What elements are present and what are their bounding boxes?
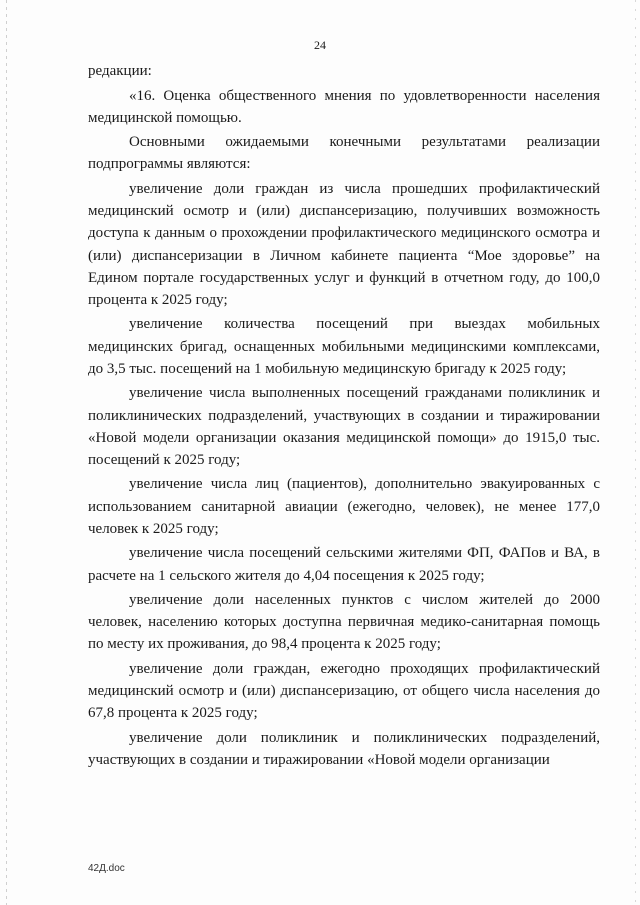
paragraph-result-mobile-brigades: увеличение количества посещений при выездах мобильных медицинских бригад, оснащенных мобильными медицинскими комплексами, до 3,5 тыс. посещений на 1 мобильную медицинскую бригаду к 2025 году; xyxy=(88,316,600,377)
footer-filename: 42Д.doc xyxy=(88,863,125,874)
page-number: 24 xyxy=(314,38,326,52)
paragraph-item-16: «16. Оценка общественного мнения по удовлетворенности населения медицинской помощью. xyxy=(88,87,600,126)
paragraph-result-clinics-share: увеличение доли поликлиник и поликлинических подразделений, участвующих в создании и тиражировании «Новой модели организации xyxy=(88,729,600,769)
paragraph-result-rural-visits: увеличение числа посещений сельскими жителями ФП, ФАПов и ВА, в расчете на 1 сельского жителя до 4,04 посещения к 2025 году; xyxy=(88,545,600,584)
document-body xyxy=(88,60,600,771)
paragraph-expected-results: Основными ожидаемыми конечными результатами реализации подпрограммы являются: xyxy=(88,134,600,173)
scan-edge-right xyxy=(635,0,636,905)
paragraph-result-personal-account: увеличение доли граждан из числа прошедших профилактический медицинский осмотр и (или) диспансеризацию, получивших возможность доступа к данным о прохождении профилактического медицинского осмотра и (или) диспансеризации в Личном кабинете пациента “Мое здоровье” на Едином портале государственных услуг и функций в отчетном году, до 100,0 процента к 2025 году; xyxy=(88,180,600,308)
paragraph-result-checkups: увеличение доли граждан, ежегодно проходящих профилактический медицинский осмотр и (или) диспансеризацию, от общего числа населения до 67,8 процента к 2025 году; xyxy=(88,660,600,722)
paragraph-result-new-model-visits: увеличение числа выполненных посещений гражданами поликлиник и поликлинических подразделений, участвующих в создании и тиражировании «Новой модели организации оказания медицинской помощи» до 1915,0 тыс. посещений к 2025 году; xyxy=(88,385,600,468)
paragraph-result-air-ambulance: увеличение числа лиц (пациентов), дополнительно эвакуированных с использованием санитарной авиации (ежегодно, человек), не менее 177,0 человек к 2025 году; xyxy=(88,476,600,537)
paragraph-result-settlements: увеличение доли населенных пунктов с числом жителей до 2000 человек, населению которых доступна первичная медико-санитарная помощь по месту их проживания, до 98,4 процента к 2025 году; xyxy=(88,592,600,653)
scan-edge-left xyxy=(6,0,7,905)
paragraph-redaktsii: редакции: xyxy=(88,63,152,79)
